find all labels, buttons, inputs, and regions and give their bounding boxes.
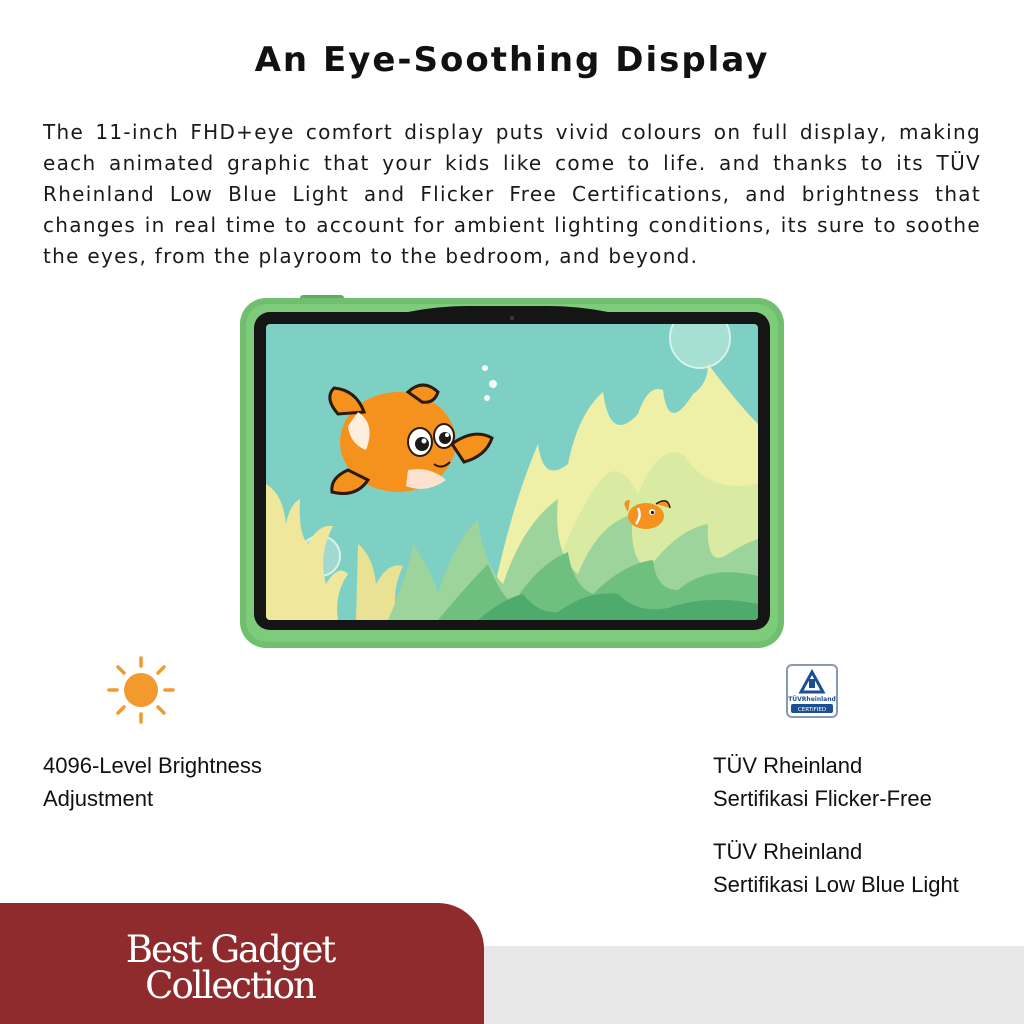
feature-low-blue-light-line2: Sertifikasi Low Blue Light (713, 872, 959, 897)
feature-brightness-line1: 4096-Level Brightness (43, 753, 262, 778)
brand-logo (120, 928, 340, 1007)
feature-flicker-free (713, 749, 1013, 815)
badge-certified-text: CERTIFIED (797, 707, 827, 713)
intro-paragraph: The 11-inch FHD+eye comfort display puts vivid colours on full display, making each animated graphic that your kids like come to life. and thanks to its TÜV Rheinland Low Blue Light and Flicker Free Certifications, and brightness that changes in real time to account for ambient lighting conditions, its sure to soothe the eyes, from the playroom to the bedroom, and beyond. (43, 120, 981, 268)
tuv-rheinland-certified-badge-icon (786, 664, 838, 718)
feature-low-blue-light-line1: TÜV Rheinland (713, 839, 863, 864)
page-title: An Eye-Soothing Display (254, 40, 770, 80)
feature-flicker-free-line1: TÜV Rheinland (713, 753, 863, 778)
feature-brightness-line2: Adjustment (43, 786, 154, 811)
tablet-product-image (238, 294, 786, 650)
feature-flicker-free-line2: Sertifikasi Flicker-Free (713, 786, 932, 811)
brand-logo-line1: Best Gadget (125, 928, 335, 971)
brand-logo-line2: Collection (145, 964, 315, 1007)
feature-brightness (43, 749, 363, 815)
feature-low-blue-light (713, 835, 1013, 901)
badge-brand-text: TÜVRheinland (788, 696, 836, 703)
sun-icon (105, 654, 177, 726)
